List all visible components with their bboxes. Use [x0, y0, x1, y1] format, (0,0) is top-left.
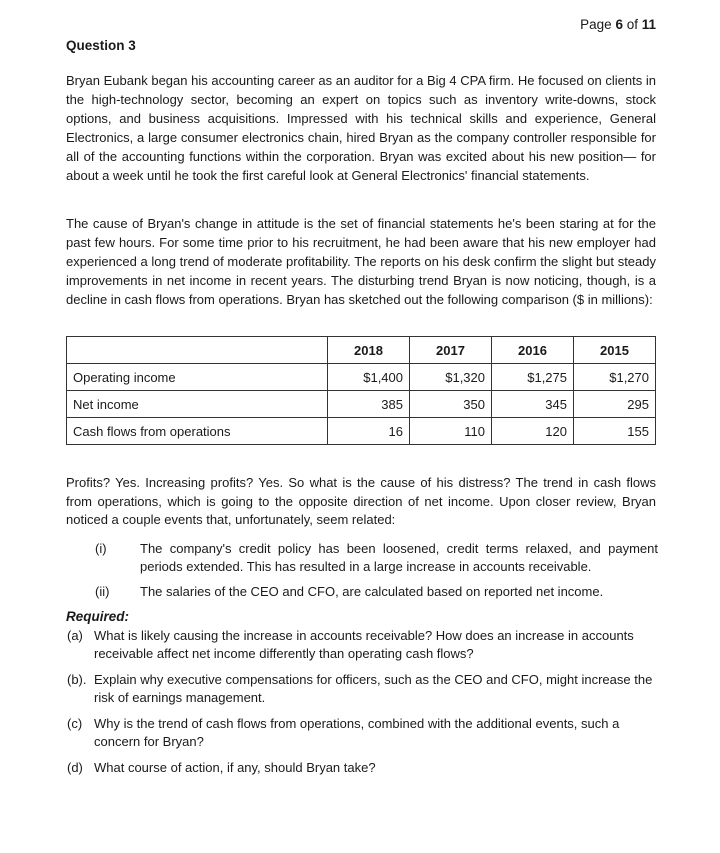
table-cell: $1,400	[328, 364, 410, 391]
year-header: 2016	[492, 337, 574, 364]
table-cell: 385	[328, 391, 410, 418]
required-list	[67, 627, 657, 785]
list-item	[95, 540, 658, 576]
required-text: Why is the trend of cash flows from operations, combined with the additional events, such a concern for Bryan?	[94, 716, 620, 749]
table-cell: $1,275	[492, 364, 574, 391]
list-item	[95, 583, 658, 601]
question-title: Question 3	[66, 38, 136, 53]
event-label: (i)	[95, 541, 107, 556]
row-label: Cash flows from operations	[67, 418, 328, 445]
required-text: Explain why executive compensations for officers, such as the CEO and CFO, might increase the risk of earnings management.	[94, 672, 653, 705]
table-row	[67, 364, 656, 391]
list-item	[67, 715, 657, 751]
paragraph-cause: The cause of Bryan's change in attitude is the set of financial statements he's been staring at for the past few hours. For some time prior to his recruitment, he had been aware that his new employer had experienced a long trend of moderate profitability. The reports on his desk confirm the slight but steady improvements in net income in recent years. The disturbing trend Bryan is now noticing, though, is a decline in cash flows from operations. Bryan has sketched out the following comparison ($ in millions):	[66, 216, 656, 307]
page-of: of	[622, 17, 642, 32]
events-list	[95, 540, 658, 608]
required-label: (c)	[67, 716, 83, 731]
table-cell: 295	[574, 391, 656, 418]
year-header: 2018	[328, 337, 410, 364]
required-label: (d)	[67, 760, 83, 775]
required-text: What course of action, if any, should Bryan take?	[94, 760, 376, 775]
required-label: (a)	[67, 628, 83, 643]
page-current: 6	[615, 17, 623, 32]
table-header-row	[67, 337, 656, 364]
table-header-blank	[67, 337, 328, 364]
year-header: 2015	[574, 337, 656, 364]
required-label: (b).	[67, 672, 87, 687]
required-heading: Required:	[66, 609, 130, 624]
page-prefix: Page	[580, 17, 616, 32]
table-cell: 120	[492, 418, 574, 445]
event-text: The company's credit policy has been loosened, credit terms relaxed, and payment periods extended. This has resulted in a large increase in accounts receivable.	[140, 541, 658, 574]
required-text: What is likely causing the increase in accounts receivable? How does an increase in accounts receivable affect net income differently than operating cash flows?	[94, 628, 634, 661]
table-cell: $1,320	[410, 364, 492, 391]
row-label: Net income	[67, 391, 328, 418]
table-cell: 110	[410, 418, 492, 445]
table-row	[67, 418, 656, 445]
table-cell: $1,270	[574, 364, 656, 391]
list-item	[67, 627, 657, 663]
row-label: Operating income	[67, 364, 328, 391]
page-number	[580, 17, 656, 32]
financial-comparison-table	[66, 336, 656, 445]
event-label: (ii)	[95, 584, 110, 599]
list-item	[67, 759, 657, 777]
table-cell: 16	[328, 418, 410, 445]
table-cell: 155	[574, 418, 656, 445]
table-cell: 345	[492, 391, 574, 418]
event-text: The salaries of the CEO and CFO, are calculated based on reported net income.	[140, 584, 604, 599]
list-item	[67, 671, 657, 707]
paragraph-distress: Profits? Yes. Increasing profits? Yes. So what is the cause of his distress? The trend in cash flows from operations, which is going to the opposite direction of net income. Upon closer review, Bryan noticed a couple events that, unfortunately, seem related:	[66, 475, 656, 527]
paragraph-intro: Bryan Eubank began his accounting career as an auditor for a Big 4 CPA firm. He focused on clients in the high-technology sector, becoming an expert on topics such as inventory write-downs, stock options, and business acquisitions. Impressed with his technical skills and experience, General Electronics, a large consumer electronics chain, hired Bryan as the company controller responsible for all of the accounting functions within the corporation. Bryan was excited about his new position— for about a week until he took the first careful look at General Electronics' financial statements.	[66, 73, 656, 183]
year-header: 2017	[410, 337, 492, 364]
page-total: 11	[641, 17, 656, 32]
table-cell: 350	[410, 391, 492, 418]
table-row	[67, 391, 656, 418]
